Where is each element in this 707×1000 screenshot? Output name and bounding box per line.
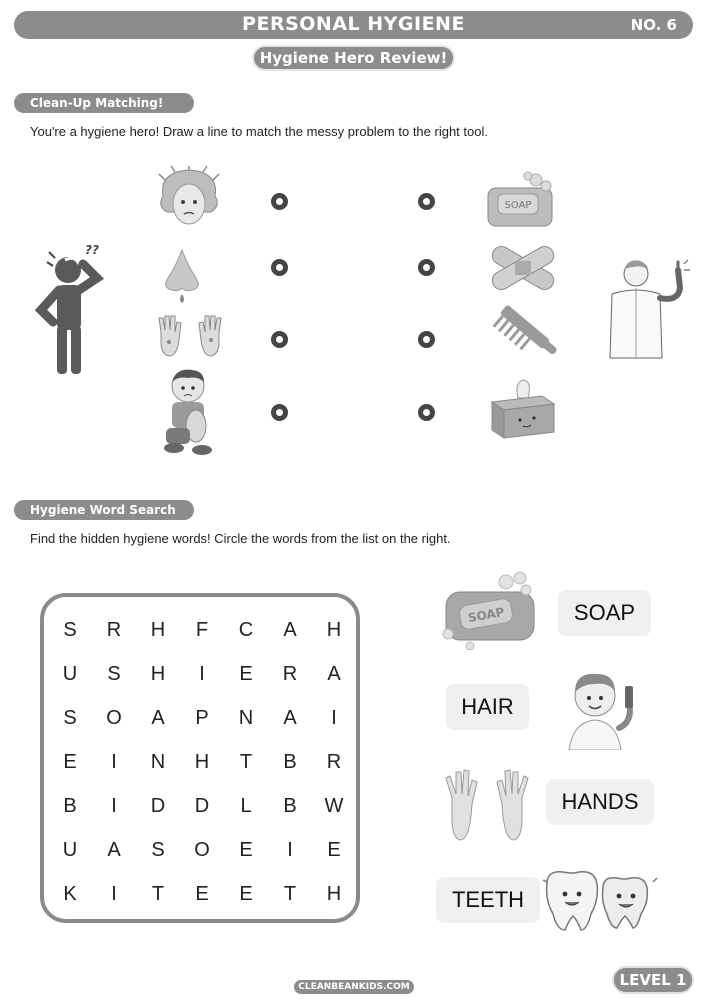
- worksheet-number: NO. 6: [630, 16, 677, 34]
- grid-letter[interactable]: E: [239, 839, 253, 861]
- grid-letter[interactable]: S: [63, 619, 77, 641]
- page-title: PERSONAL HYGIENE: [242, 13, 465, 35]
- grid-letter[interactable]: A: [283, 619, 297, 641]
- matching-instruction: You're a hygiene hero! Draw a line to match the messy problem to the right tool.: [30, 124, 488, 139]
- svg-text:SOAP: SOAP: [466, 604, 506, 626]
- word-hands: HANDS: [546, 779, 654, 825]
- grid-letter[interactable]: L: [240, 795, 252, 817]
- level-badge: LEVEL 1: [612, 966, 694, 994]
- grid-letter[interactable]: P: [195, 707, 209, 729]
- grid-letter[interactable]: H: [150, 663, 166, 685]
- boy-combing-hair-icon: [563, 666, 645, 750]
- page-subtitle: Hygiene Hero Review!: [252, 45, 455, 71]
- grid-letter[interactable]: F: [195, 619, 209, 641]
- match-dot-left-1[interactable]: [271, 193, 288, 210]
- svg-text:SOAP: SOAP: [504, 200, 532, 211]
- grid-letter[interactable]: B: [63, 795, 77, 817]
- grid-letter[interactable]: I: [199, 663, 205, 685]
- grid-letter[interactable]: D: [194, 795, 210, 817]
- grid-letter[interactable]: H: [326, 883, 342, 905]
- grid-letter[interactable]: B: [283, 795, 297, 817]
- grid-letter[interactable]: I: [111, 751, 117, 773]
- grid-letter[interactable]: D: [150, 795, 166, 817]
- grid-letter[interactable]: H: [150, 619, 166, 641]
- grid-letter[interactable]: U: [62, 839, 78, 861]
- confused-person-icon: [35, 240, 110, 380]
- match-dot-left-2[interactable]: [271, 259, 288, 276]
- header-banner: [14, 11, 693, 39]
- grid-letter[interactable]: B: [283, 751, 297, 773]
- grid-letter[interactable]: K: [63, 883, 77, 905]
- grid-letter[interactable]: R: [282, 663, 298, 685]
- word-search-grid: [40, 593, 360, 923]
- word-search-instruction: Find the hidden hygiene words! Circle the words from the list on the right.: [30, 531, 451, 546]
- grid-letter[interactable]: E: [195, 883, 209, 905]
- word-soap: SOAP: [558, 590, 651, 636]
- soap-icon: [484, 170, 556, 232]
- match-dot-left-4[interactable]: [271, 404, 288, 421]
- matching-section-label: Clean-Up Matching!: [14, 93, 194, 113]
- grid-letter[interactable]: R: [326, 751, 342, 773]
- grid-letter[interactable]: O: [106, 707, 122, 729]
- grid-letter[interactable]: N: [150, 751, 166, 773]
- match-dot-right-4[interactable]: [418, 404, 435, 421]
- grid-letter[interactable]: I: [331, 707, 337, 729]
- match-dot-right-1[interactable]: [418, 193, 435, 210]
- dirty-hands-icon: [155, 312, 225, 360]
- messy-hair-icon: [155, 166, 223, 234]
- grid-letter[interactable]: T: [239, 751, 253, 773]
- grid-letter[interactable]: E: [239, 663, 253, 685]
- grid-letter[interactable]: S: [151, 839, 165, 861]
- grid-letter[interactable]: A: [283, 707, 297, 729]
- grid-letter[interactable]: N: [238, 707, 254, 729]
- tissue-box-icon: [488, 378, 558, 442]
- clean-hands-icon: [442, 768, 532, 842]
- soap-bar-icon: [440, 568, 536, 650]
- grid-letter[interactable]: S: [63, 707, 77, 729]
- grid-letter[interactable]: H: [326, 619, 342, 641]
- grid-letter[interactable]: T: [151, 883, 165, 905]
- comb-icon: [486, 302, 560, 372]
- grid-letter[interactable]: O: [194, 839, 210, 861]
- grid-letter[interactable]: S: [107, 663, 121, 685]
- word-teeth: TEETH: [436, 877, 540, 923]
- grid-letter[interactable]: H: [194, 751, 210, 773]
- grid-letter[interactable]: C: [238, 619, 254, 641]
- grid-letter[interactable]: E: [63, 751, 77, 773]
- svg-text:??: ??: [85, 243, 99, 257]
- grid-letter[interactable]: T: [283, 883, 297, 905]
- grid-letter[interactable]: E: [239, 883, 253, 905]
- match-dot-left-3[interactable]: [271, 331, 288, 348]
- bandage-icon: [487, 240, 559, 296]
- grid-letter[interactable]: A: [107, 839, 121, 861]
- grid-letter[interactable]: A: [327, 663, 341, 685]
- grid-letter[interactable]: I: [111, 795, 117, 817]
- grid-letter[interactable]: A: [151, 707, 165, 729]
- match-dot-right-2[interactable]: [418, 259, 435, 276]
- grid-letter[interactable]: W: [324, 795, 344, 817]
- website-footer: CLEANBEANKIDS.COM: [294, 980, 414, 994]
- word-hair: HAIR: [446, 684, 529, 730]
- grid-letter[interactable]: U: [62, 663, 78, 685]
- hygiene-hero-icon: [598, 258, 696, 360]
- grid-letter[interactable]: E: [327, 839, 341, 861]
- happy-teeth-icon: [541, 866, 661, 934]
- grid-letter[interactable]: R: [106, 619, 122, 641]
- scraped-knee-icon: [158, 366, 224, 456]
- match-dot-right-3[interactable]: [418, 331, 435, 348]
- runny-nose-icon: [162, 248, 204, 304]
- word-search-section-label: Hygiene Word Search: [14, 500, 194, 520]
- grid-letter[interactable]: I: [287, 839, 293, 861]
- grid-letter[interactable]: I: [111, 883, 117, 905]
